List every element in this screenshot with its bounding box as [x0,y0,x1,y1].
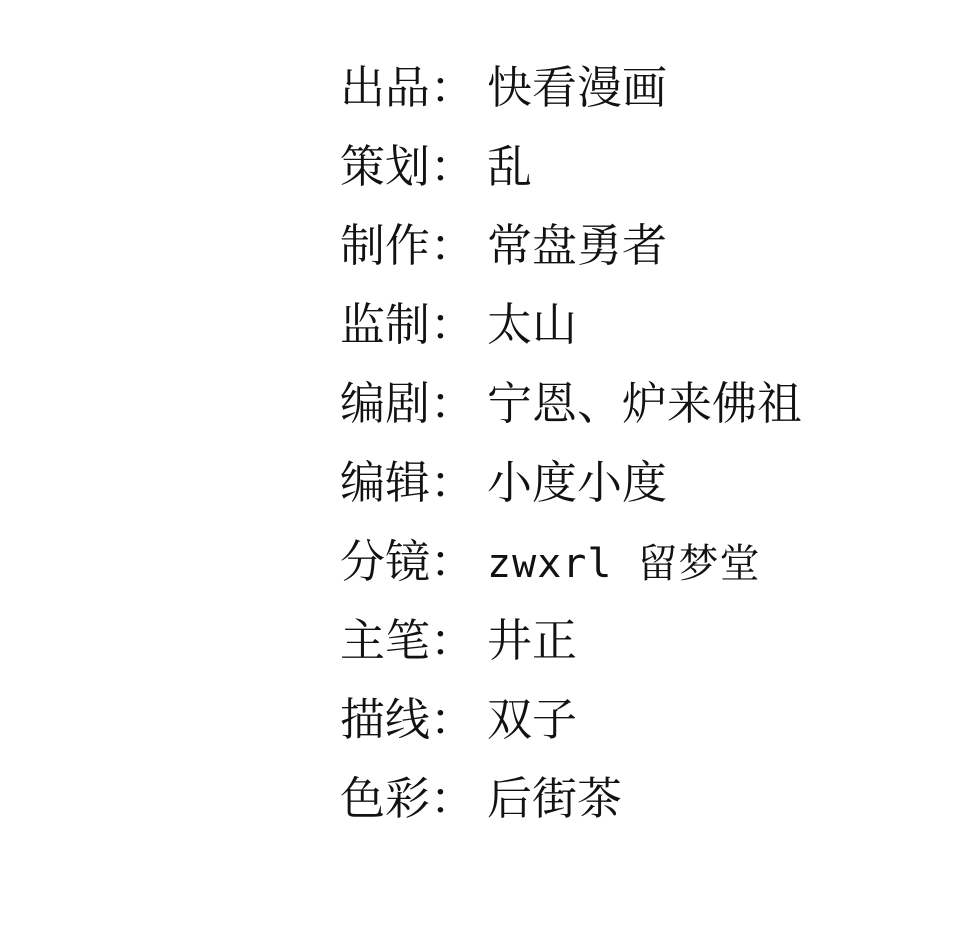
credit-row [340,601,577,680]
credit-value: 井正 [487,614,578,667]
credit-value: zwxrl 留梦堂 [487,541,761,587]
credit-value: 宁恩、炉来佛祖 [487,377,803,430]
credit-label: 编剧 [340,377,431,430]
credit-label: 分镜 [340,535,431,588]
credit-separator: ： [430,298,476,351]
credit-row [340,48,667,127]
credit-label: 策划 [340,140,431,193]
credit-row [340,522,761,601]
credit-label: 编辑 [340,456,431,509]
credit-separator: ： [430,61,476,114]
credit-row [340,680,577,759]
credit-row [340,285,577,364]
credit-value: 太山 [487,298,578,351]
credit-row [340,127,532,206]
credit-value: 乱 [487,140,533,193]
credit-value: 双子 [487,693,578,746]
credit-separator: ： [430,219,476,272]
credit-label: 描线 [340,693,431,746]
credit-value: 后街茶 [487,772,623,825]
credit-label: 色彩 [340,772,431,825]
credit-row [340,759,622,838]
credit-value: 小度小度 [487,456,668,509]
credit-row [340,443,667,522]
credit-label: 监制 [340,298,431,351]
credit-label: 主笔 [340,614,431,667]
credit-separator: ： [430,535,476,588]
credit-row [340,364,802,443]
credit-row [340,206,667,285]
credit-separator: ： [430,377,476,430]
credit-label: 制作 [340,219,431,272]
credit-separator: ： [430,140,476,193]
credit-value: 常盘勇者 [487,219,668,272]
credit-separator: ： [430,456,476,509]
credit-value: 快看漫画 [487,61,668,114]
credit-label: 出品 [340,61,431,114]
credit-separator: ： [430,772,476,825]
credit-separator: ： [430,693,476,746]
credit-separator: ： [430,614,476,667]
